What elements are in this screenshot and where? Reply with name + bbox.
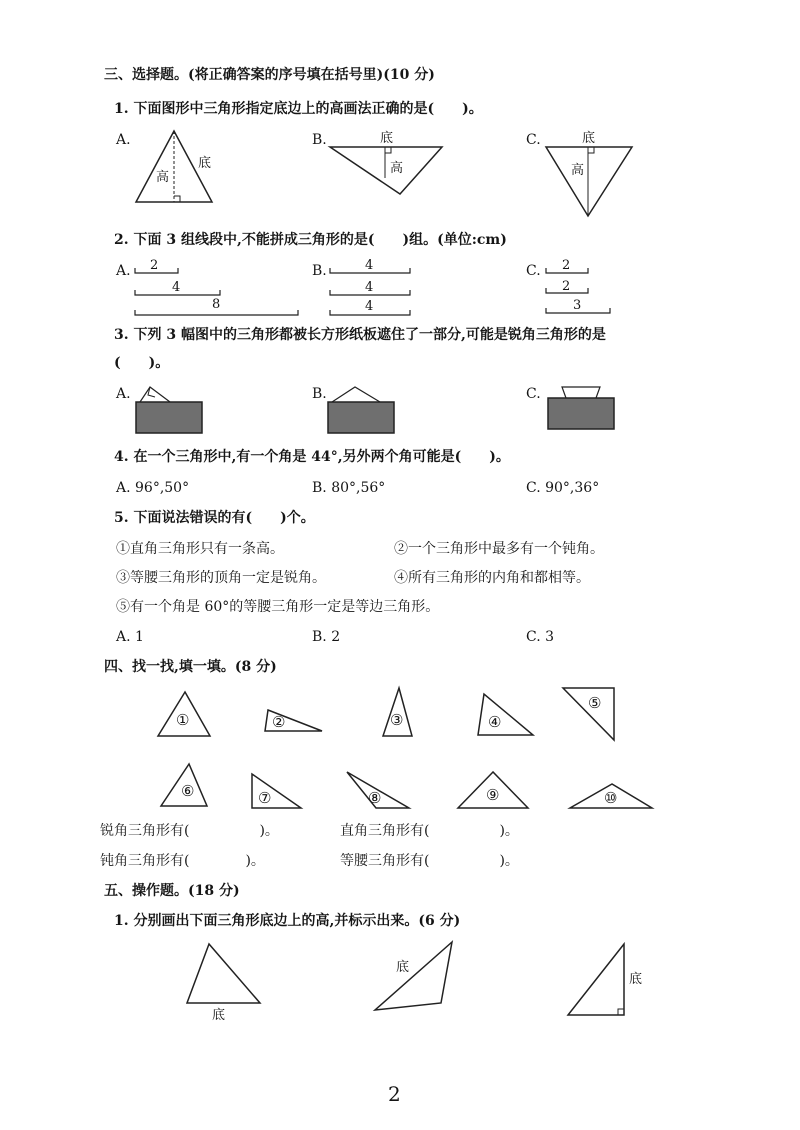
q5-statement-1: ①直角三角形只有一条高。	[116, 541, 284, 557]
q2a-len-2: 4	[172, 280, 181, 295]
q4-option-b: B. 80°,56°	[312, 480, 386, 496]
page-number: 2	[388, 1082, 401, 1106]
triangle-9-label: ⑨	[486, 786, 500, 804]
q5-statement-2: ②一个三角形中最多有一个钝角。	[394, 541, 604, 557]
q1a-base-label: 底	[198, 156, 212, 171]
q5-statement-4: ④所有三角形的内角和都相等。	[394, 570, 590, 586]
q5-option-b: B. 2	[312, 629, 341, 645]
triangle-3-label: ③	[390, 711, 404, 729]
q1b-height-label: 高	[390, 161, 404, 176]
q2b-len-3: 4	[365, 299, 374, 314]
q2-text: 2. 下面 3 组线段中,不能拼成三角形的是( )组。(单位:cm)	[114, 232, 507, 248]
q5-option-a: A. 1	[116, 629, 144, 645]
q5-statement-5: ⑤有一个角是 60°的等腰三角形一定是等边三角形。	[116, 599, 440, 615]
q5-text: 5. 下面说法错误的有( )个。	[114, 510, 315, 526]
section5-heading: 五、操作题。(18 分)	[104, 883, 240, 899]
q3-text: 3. 下列 3 幅图中的三角形都被长方形纸板遮住了一部分,可能是锐角三角形的是	[114, 327, 606, 343]
q1a-height-label: 高	[156, 170, 170, 185]
q2c-len-1: 2	[562, 258, 571, 273]
section3-heading: 三、选择题。(将正确答案的序号填在括号里)(10 分)	[104, 67, 435, 83]
q2a-len-1: 2	[150, 258, 159, 273]
triangle-4-label: ④	[488, 713, 502, 731]
q3-text-cont: ( )。	[114, 355, 170, 371]
q2-option-a: A.	[116, 263, 131, 279]
q2a-len-3: 8	[212, 297, 221, 312]
q4-text: 4. 在一个三角形中,有一个角是 44°,另外两个角可能是( )。	[114, 449, 510, 465]
s5a-base-label: 底	[212, 1008, 226, 1023]
q3-option-b: B.	[312, 386, 327, 402]
q1-option-a: A.	[116, 132, 131, 148]
q1c-height-label: 高	[571, 163, 585, 178]
q3-option-a: A.	[116, 386, 131, 402]
q4-option-c: C. 90°,36°	[526, 480, 600, 496]
q4-option-a: A. 96°,50°	[116, 480, 190, 496]
q5-option-c: C. 3	[526, 629, 555, 645]
triangle-10-label: ⑩	[604, 789, 618, 807]
q1-option-c: C.	[526, 132, 541, 148]
triangle-5-label: ⑤	[588, 694, 602, 712]
q1-text: 1. 下面图形中三角形指定底边上的高画法正确的是( )。	[114, 101, 483, 117]
triangle-6-label: ⑥	[181, 782, 195, 800]
s5b-base-label: 底	[396, 960, 410, 975]
triangle-7-label: ⑦	[258, 789, 272, 807]
q2-option-b: B.	[312, 263, 327, 279]
q5-statement-3: ③等腰三角形的顶角一定是锐角。	[116, 570, 326, 586]
q2c-len-3: 3	[573, 298, 582, 313]
s5c-base-label: 底	[629, 972, 643, 987]
q1-option-b: B.	[312, 132, 327, 148]
q1c-base-label: 底	[582, 131, 596, 146]
q2b-len-1: 4	[365, 258, 374, 273]
right-answer: 直角三角形有( )。	[340, 823, 519, 839]
triangle-1-label: ①	[176, 711, 190, 729]
triangle-8-label: ⑧	[368, 789, 382, 807]
q1b-base-label: 底	[380, 131, 394, 146]
q2c-len-2: 2	[562, 279, 571, 294]
triangle-2-label: ②	[272, 713, 286, 731]
q2-option-c: C.	[526, 263, 541, 279]
section4-heading: 四、找一找,填一填。(8 分)	[104, 659, 277, 675]
isosceles-answer: 等腰三角形有( )。	[340, 853, 519, 869]
q3-option-c: C.	[526, 386, 541, 402]
q2b-len-2: 4	[365, 280, 374, 295]
acute-answer: 锐角三角形有( )。	[100, 823, 279, 839]
obtuse-answer: 钝角三角形有( )。	[100, 853, 265, 869]
s5-q1-text: 1. 分别画出下面三角形底边上的高,并标示出来。(6 分)	[114, 913, 461, 929]
